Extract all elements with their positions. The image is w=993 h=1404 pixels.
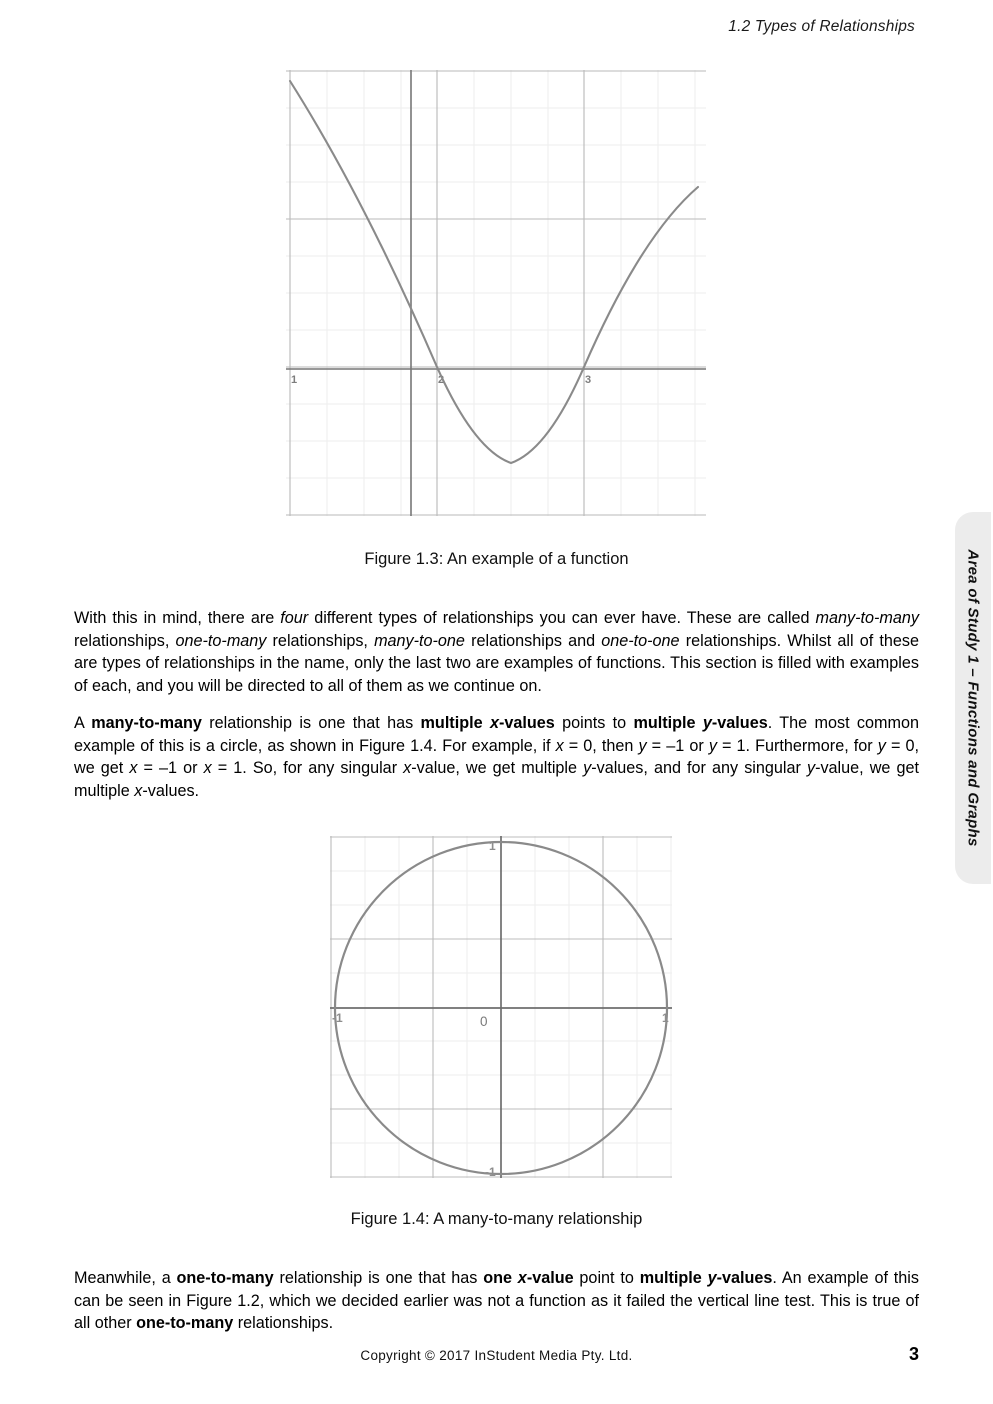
x-tick-label-3: 3 <box>585 374 592 386</box>
figure-1-4-circle-chart <box>330 836 672 1178</box>
footer-copyright: Copyright © 2017 InStudent Media Pty. Ltd. <box>360 1348 633 1363</box>
circle-label-right: 1 <box>662 1011 669 1025</box>
paragraph-one-to-many: Meanwhile, a one-to-many relationship is one that has one x-value point to multiple y-values. An example of this can be seen in Figure 1.2, which we decided earlier was not a function as it failed the vertical line test. This is true of all other one-to-many relationships. <box>74 1269 919 1332</box>
minor-gridlines <box>286 70 706 516</box>
x-tick-label-1: 1 <box>291 374 298 386</box>
figure-1-3-caption: Figure 1.3: An example of a function <box>364 550 629 568</box>
paragraph-types-of-relationships: With this in mind, there are four different types of relationships you can ever have. These are called many-to-many relationships, one-to-many relationships, many-to-one relationships and one-to-one relationships. Whilst all of these are types of relationships in the name, only the last two are examples of functions. This section is filled with examples of each, and you will be directed to all of them as we continue on. <box>74 609 919 695</box>
circle-label-top: 1 <box>489 839 496 853</box>
footer-page-number: 3 <box>908 1344 919 1364</box>
side-tab-label: Area of Study 1 – Functions and Graphs <box>964 549 982 847</box>
axes <box>330 836 672 1178</box>
origin-label-group <box>480 1014 488 1029</box>
running-header-title: 1.2 Types of Relationships <box>728 18 915 35</box>
x-tick-label-2: 2 <box>438 374 445 386</box>
figure-1-4-caption: Figure 1.4: A many-to-many relationship <box>350 1210 643 1228</box>
parabola-curve <box>290 81 698 463</box>
circle-label-origin: 0 <box>480 1014 488 1029</box>
circle-label-left: -1 <box>332 1011 343 1025</box>
paragraph-many-to-many: A many-to-many relationship is one that has multiple x-values points to multiple y-values. The most common example of this is a circle, as shown in Figure 1.4. For example, if x = 0, then y = –1 or y = 1. Furthermore, for y = 0, we get x = –1 or x = 1. So, for any singular x-value, we get multiple y-values, and for any singular y-value, we get multiple x-values. <box>74 714 919 800</box>
circle-label-bottom: -1 <box>485 1165 496 1178</box>
figure-1-3-parabola-chart <box>286 70 706 516</box>
